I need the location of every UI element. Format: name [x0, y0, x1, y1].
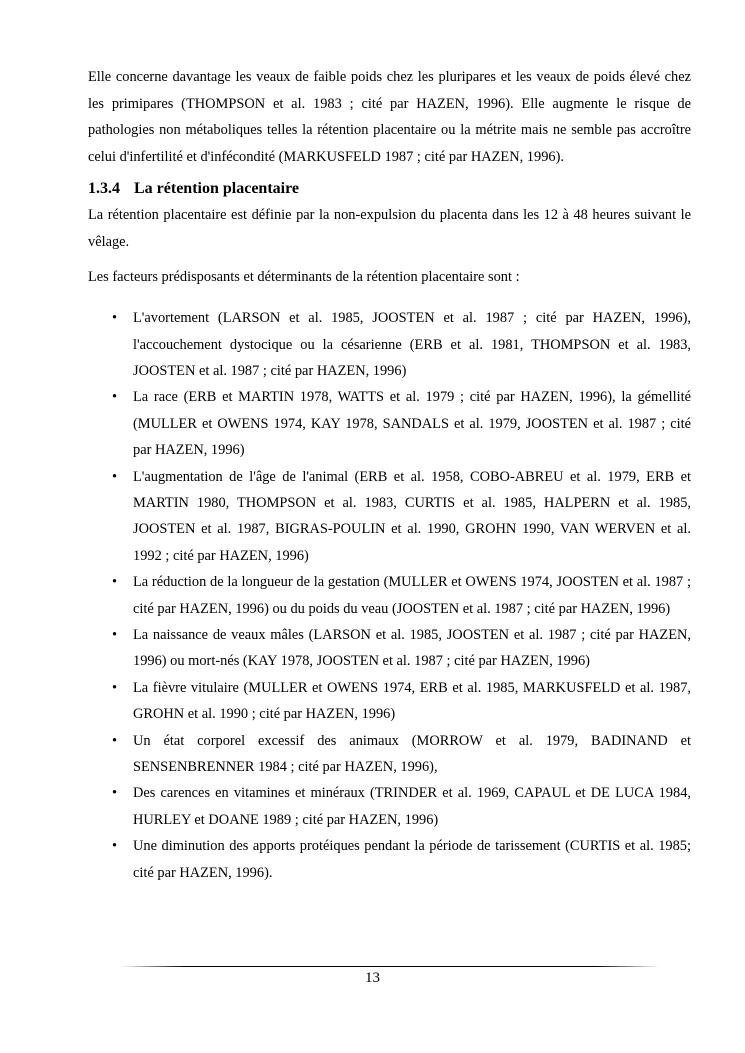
list-item-text: La naissance de veaux mâles (LARSON et al. 1985, JOOSTEN et al. 1987 ; cité par HAZEN, 1996) ou mort-nés (KAY 1978, JOOSTEN et al. 1987 ; cité par HAZEN, 1996)	[133, 627, 691, 670]
list-item	[88, 384, 691, 463]
bullet-icon: •	[112, 627, 118, 644]
list-item	[88, 569, 691, 622]
bullet-icon: •	[112, 785, 118, 802]
paragraph-intro: Elle concerne davantage les veaux de faible poids chez les pluripares et les veaux de poids élevé chez les primipares (THOMPSON et al. 1983 ; cité par HAZEN, 1996). Elle augmente le risque de pathologies non métaboliques telles la rétention placentaire ou la métrite mais ne semble pas accroître celui d'infertilité et d'infécondité (MARKUSFELD 1987 ; cité par HAZEN, 1996).	[88, 69, 691, 165]
paragraph-definition: La rétention placentaire est définie par la non-expulsion du placenta dans les 12 à 48 heures suivant le vêlage.	[88, 207, 691, 250]
list-item	[88, 675, 691, 728]
list-item-text: Des carences en vitamines et minéraux (TRINDER et al. 1969, CAPAUL et DE LUCA 1984, HURLEY et DOANE 1989 ; cité par HAZEN, 1996)	[133, 785, 691, 828]
list-item-text: La fièvre vitulaire (MULLER et OWENS 1974, ERB et al. 1985, MARKUSFELD et al. 1987, GROHN et al. 1990 ; cité par HAZEN, 1996)	[133, 679, 691, 723]
list-item	[88, 305, 691, 384]
bullet-icon: •	[112, 732, 118, 749]
bullet-icon: •	[112, 574, 118, 591]
list-item	[88, 780, 691, 833]
list-item	[88, 728, 691, 781]
bullet-icon: •	[112, 389, 118, 406]
footer-divider	[120, 966, 660, 967]
bullet-icon: •	[112, 310, 118, 327]
list-item	[88, 833, 691, 886]
list-item-text: L'avortement (LARSON et al. 1985, JOOSTEN et al. 1987 ; cité par HAZEN, 1996), l'accouchement dystocique ou la césarienne (ERB et al. 1981, THOMPSON et al. 1983, JOOSTEN et al. 1987 ; cité par HAZEN, 1996)	[133, 310, 691, 379]
list-item-text: La race (ERB et MARTIN 1978, WATTS et al. 1979 ; cité par HAZEN, 1996), la gémellité (MULLER et OWENS 1974, KAY 1978, SANDALS et al. 1979, JOOSTEN et al. 1987 ; cité par HAZEN, 1996)	[133, 389, 691, 459]
list-item-text: La réduction de la longueur de la gestation (MULLER et OWENS 1974, JOOSTEN et al. 1987 ; cité par HAZEN, 1996) ou du poids du veau (JOOSTEN et al. 1987 ; cité par HAZEN, 1996)	[133, 574, 691, 617]
bullet-icon: •	[112, 838, 118, 855]
list-item-text: Une diminution des apports protéiques pendant la période de tarissement (CURTIS et al. 1985; cité par HAZEN, 1996).	[133, 838, 691, 881]
bullet-icon: •	[112, 679, 118, 696]
page-number: 13	[365, 970, 380, 986]
section-number: 1.3.4	[88, 180, 120, 198]
paragraph-factors-intro: Les facteurs prédisposants et déterminants de la rétention placentaire sont :	[88, 268, 520, 285]
document-page	[88, 64, 691, 886]
list-item-text: L'augmentation de l'âge de l'animal (ERB et al. 1958, COBO-ABREU et al. 1979, ERB et MARTIN 1980, THOMPSON et al. 1983, CURTIS et al. 1985, HALPERN et al. 1985, JOOSTEN et al. 1987, BIGRAS-POULIN et al. 1990, GROHN 1990, VAN WERVEN et al. 1992 ; cité par HAZEN, 1996)	[133, 468, 691, 564]
section-heading	[88, 178, 691, 200]
bullet-icon: •	[112, 468, 118, 485]
list-item-text: Un état corporel excessif des animaux (MORROW et al. 1979, BADINAND et SENSENBRENNER 1984 ; cité par HAZEN, 1996),	[133, 732, 691, 776]
list-item	[88, 622, 691, 675]
section-title: La rétention placentaire	[134, 180, 300, 198]
factors-list	[88, 305, 691, 886]
list-item	[88, 464, 691, 570]
